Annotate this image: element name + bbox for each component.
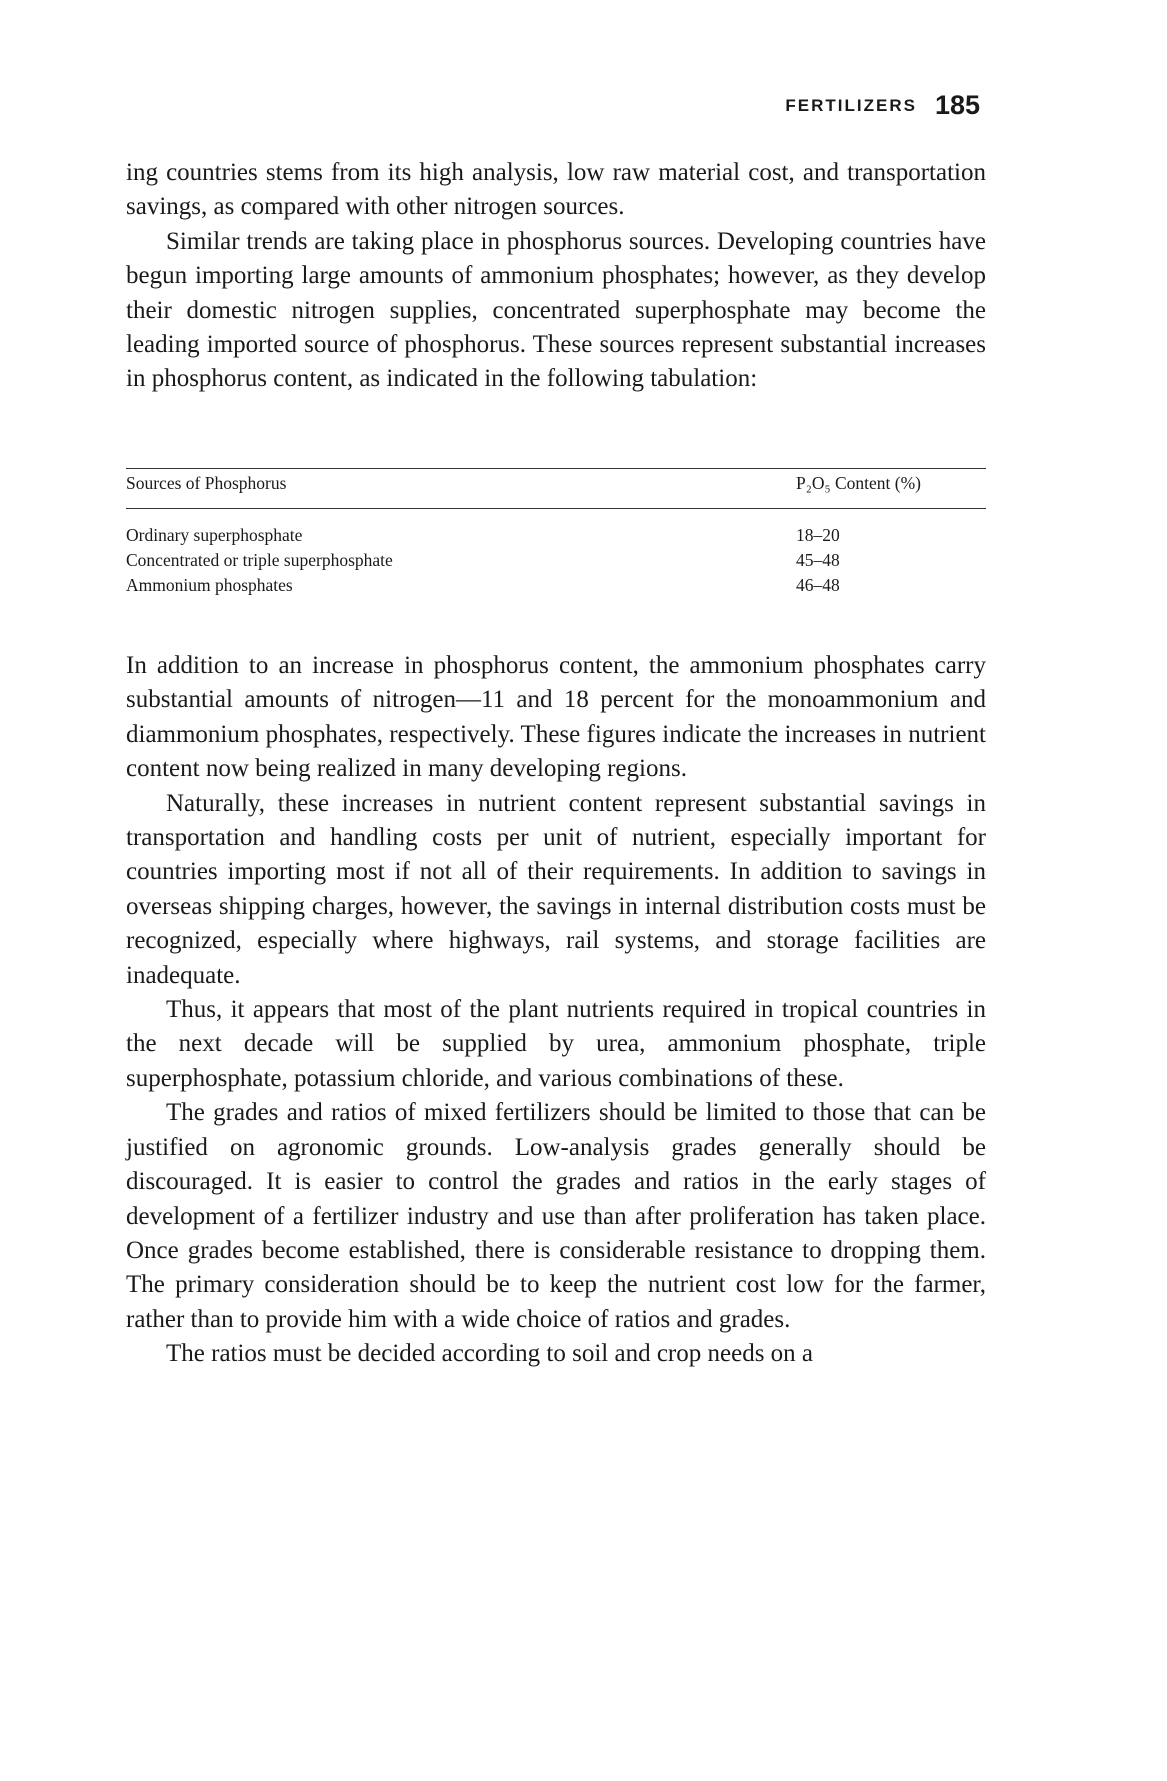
paragraph: Naturally, these increases in nutrient content represent substantial savings in transportation and handling costs per unit of nutrient, especially important for countries importing most if not all of their requirements. In addition to savings in overseas shipping charges, however, the savings in internal distribution costs must be recognized, especially where highways, rail systems, and storage facilities are inadequate. [126,789,986,989]
table-header-source: Sources of Phosphorus [126,469,796,509]
page-number: 185 [934,90,980,120]
running-head [600,90,980,121]
table-cell-content: 45–48 [796,550,840,570]
paragraph: Thus, it appears that most of the plant nutrients required in tropical countries in the next decade will be supplied by urea, ammonium phosphate, triple superphosphate, potassium chloride, and various combinations of these. [126,996,986,1092]
body-text-bottom [126,649,986,1372]
paragraph: ing countries stems from its high analysis, low raw material cost, and transportation savings, as compared with other nitrogen sources. [126,159,986,221]
table-header-row [126,469,986,509]
table-cell-content: 46–48 [796,575,840,595]
body-text-top [126,156,986,397]
table-row [126,573,986,598]
paragraph: Similar trends are taking place in phosphorus sources. Developing countries have begun importing large amounts of ammonium phosphates; however, as they develop their domestic nitrogen supplies, concentrated superphosphate may become the leading imported source of phosphorus. These sources represent substantial increases in phosphorus content, as indicated in the following tabulation: [126,227,986,393]
table-row [126,548,986,573]
table-cell-content: 18–20 [796,525,840,545]
paragraph: The ratios must be decided according to soil and crop needs on a [166,1340,814,1368]
phosphorus-sources-table [126,468,986,598]
table-cell-source: Concentrated or triple superphosphate [126,550,393,570]
table-header-content: P₂O₅ Content (%) [796,469,986,509]
paragraph: In addition to an increase in phosphorus content, the ammonium phosphates carry substantial amounts of nitrogen—11 and 18 percent for the monoammonium and diammonium phosphates, respectively. These figures indicate the increases in nutrient content now being realized in many developing regions. [126,652,986,783]
table-cell-source: Ordinary superphosphate [126,525,303,545]
table-cell-source: Ammonium phosphates [126,575,293,595]
table-row [126,509,986,549]
running-title: FERTILIZERS [785,96,917,115]
paragraph: The grades and ratios of mixed fertilizers should be limited to those that can be justified on agronomic grounds. Low-analysis grades generally should be discouraged. It is easier to control the grades and ratios in the early stages of development of a fertilizer industry and use than after proliferation has taken place. Once grades become established, there is considerable resistance to dropping them. The primary consideration should be to keep the nutrient cost low for the farmer, rather than to provide him with a wide choice of ratios and grades. [126,1099,986,1333]
